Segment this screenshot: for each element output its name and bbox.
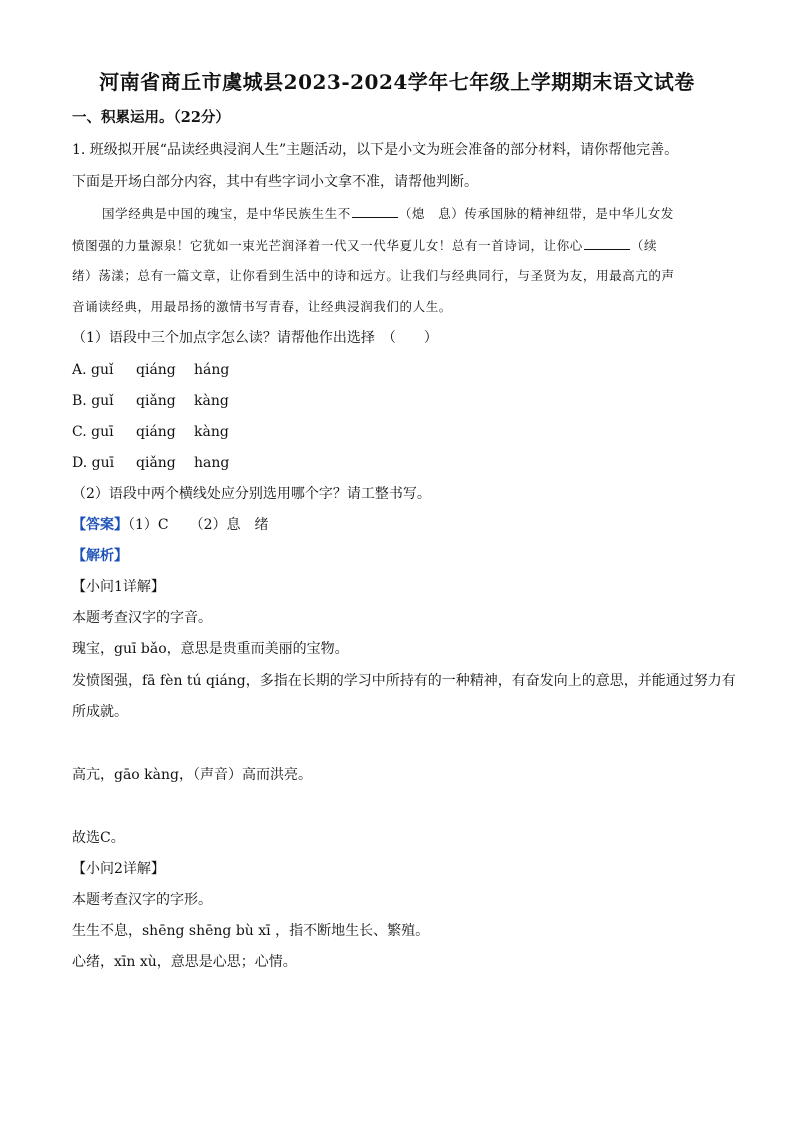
option-d[interactable]	[72, 453, 254, 473]
option-pinyin-2: qiáng	[136, 424, 176, 440]
detail-2-label: 【小问2详解】	[72, 861, 165, 877]
option-pinyin-2: qiǎng	[136, 455, 176, 471]
answer-blank[interactable]	[352, 205, 398, 218]
detail-1-line: 本题考查汉字的字音。	[72, 610, 212, 626]
passage-text: （熄 息）传承国脉的精神纽带，是中华儿女发	[398, 206, 675, 221]
detail-1-line: 故选C。	[72, 830, 125, 846]
sub-question-1: （1）语段中三个加点字怎么读？请帮他作出选择 （ ）	[72, 330, 438, 346]
option-label: A. guǐ	[72, 362, 114, 378]
passage-line-3: 绪）荡漾；总有一篇文章，让你看到生活中的诗和远方。让我们与经典同行，与圣贤为友，用最高亢的声	[72, 268, 675, 283]
detail-2-line: 生生不息，shēng shēng bù xī ，指不断地生长、繁殖。	[72, 923, 430, 939]
passage-line-2	[72, 236, 657, 256]
passage-text: 愤图强的力量源泉！它犹如一束光芒润泽着一代又一代华夏儿女！总有一首诗词，让你心	[72, 238, 583, 253]
answer-blank[interactable]	[584, 237, 630, 250]
detail-1-label: 【小问1详解】	[72, 579, 165, 595]
sub-question-2: （2）语段中两个横线处应分别选用哪个字？请工整书写。	[72, 486, 431, 502]
passage-text: （续	[630, 238, 658, 253]
detail-1-line: 发愤图强，fā fèn tú qiáng，多指在长期的学习中所持有的一种精神，有奋发向上的意思，并能通过努力有	[72, 673, 736, 689]
passage-line-1	[102, 204, 674, 224]
option-pinyin-3: kàng	[194, 393, 229, 409]
option-label: D. guī	[72, 455, 115, 471]
answer-text: （1）C （2）息 绪	[128, 517, 269, 533]
detail-1-line: 所成就。	[72, 704, 128, 720]
analysis-label: 【解析】	[72, 548, 128, 564]
passage-text: 国学经典是中国的瑰宝，是中华民族生生不	[102, 206, 351, 221]
question-stem: 1. 班级拟开展“品读经典浸润人生”主题活动，以下是小文为班会准备的部分材料，请你帮他完善。	[72, 142, 679, 158]
answer-row	[72, 515, 269, 535]
option-label: C. guī	[72, 424, 114, 440]
detail-1-line: 高亢，gāo kàng，（声音）高而洪亮。	[72, 767, 312, 783]
detail-2-line: 本题考查汉字的字形。	[72, 892, 212, 908]
option-label: B. guǐ	[72, 393, 114, 409]
option-pinyin-2: qiáng	[136, 362, 176, 378]
passage-line-4: 音诵读经典，用最昂扬的激情书写青春，让经典浸润我们的人生。	[72, 299, 452, 314]
page-title: 河南省商丘市虞城县2023-2024学年七年级上学期期末语文试卷	[99, 70, 695, 94]
option-pinyin-3: háng	[194, 362, 230, 378]
option-pinyin-2: qiǎng	[136, 393, 176, 409]
option-b[interactable]	[72, 391, 254, 411]
option-c[interactable]	[72, 422, 254, 442]
section-heading: 一、积累运用。（22分）	[72, 109, 230, 126]
option-a[interactable]	[72, 360, 254, 380]
answer-label: 【答案】	[72, 517, 128, 533]
detail-1-line: 瑰宝，guī bǎo，意思是贵重而美丽的宝物。	[72, 641, 349, 657]
question-intro: 下面是开场白部分内容，其中有些字词小文拿不准，请帮他判断。	[72, 174, 478, 190]
detail-2-line: 心绪，xīn xù，意思是心思；心情。	[72, 954, 297, 970]
option-pinyin-3: hang	[194, 455, 230, 471]
option-pinyin-3: kàng	[194, 424, 229, 440]
